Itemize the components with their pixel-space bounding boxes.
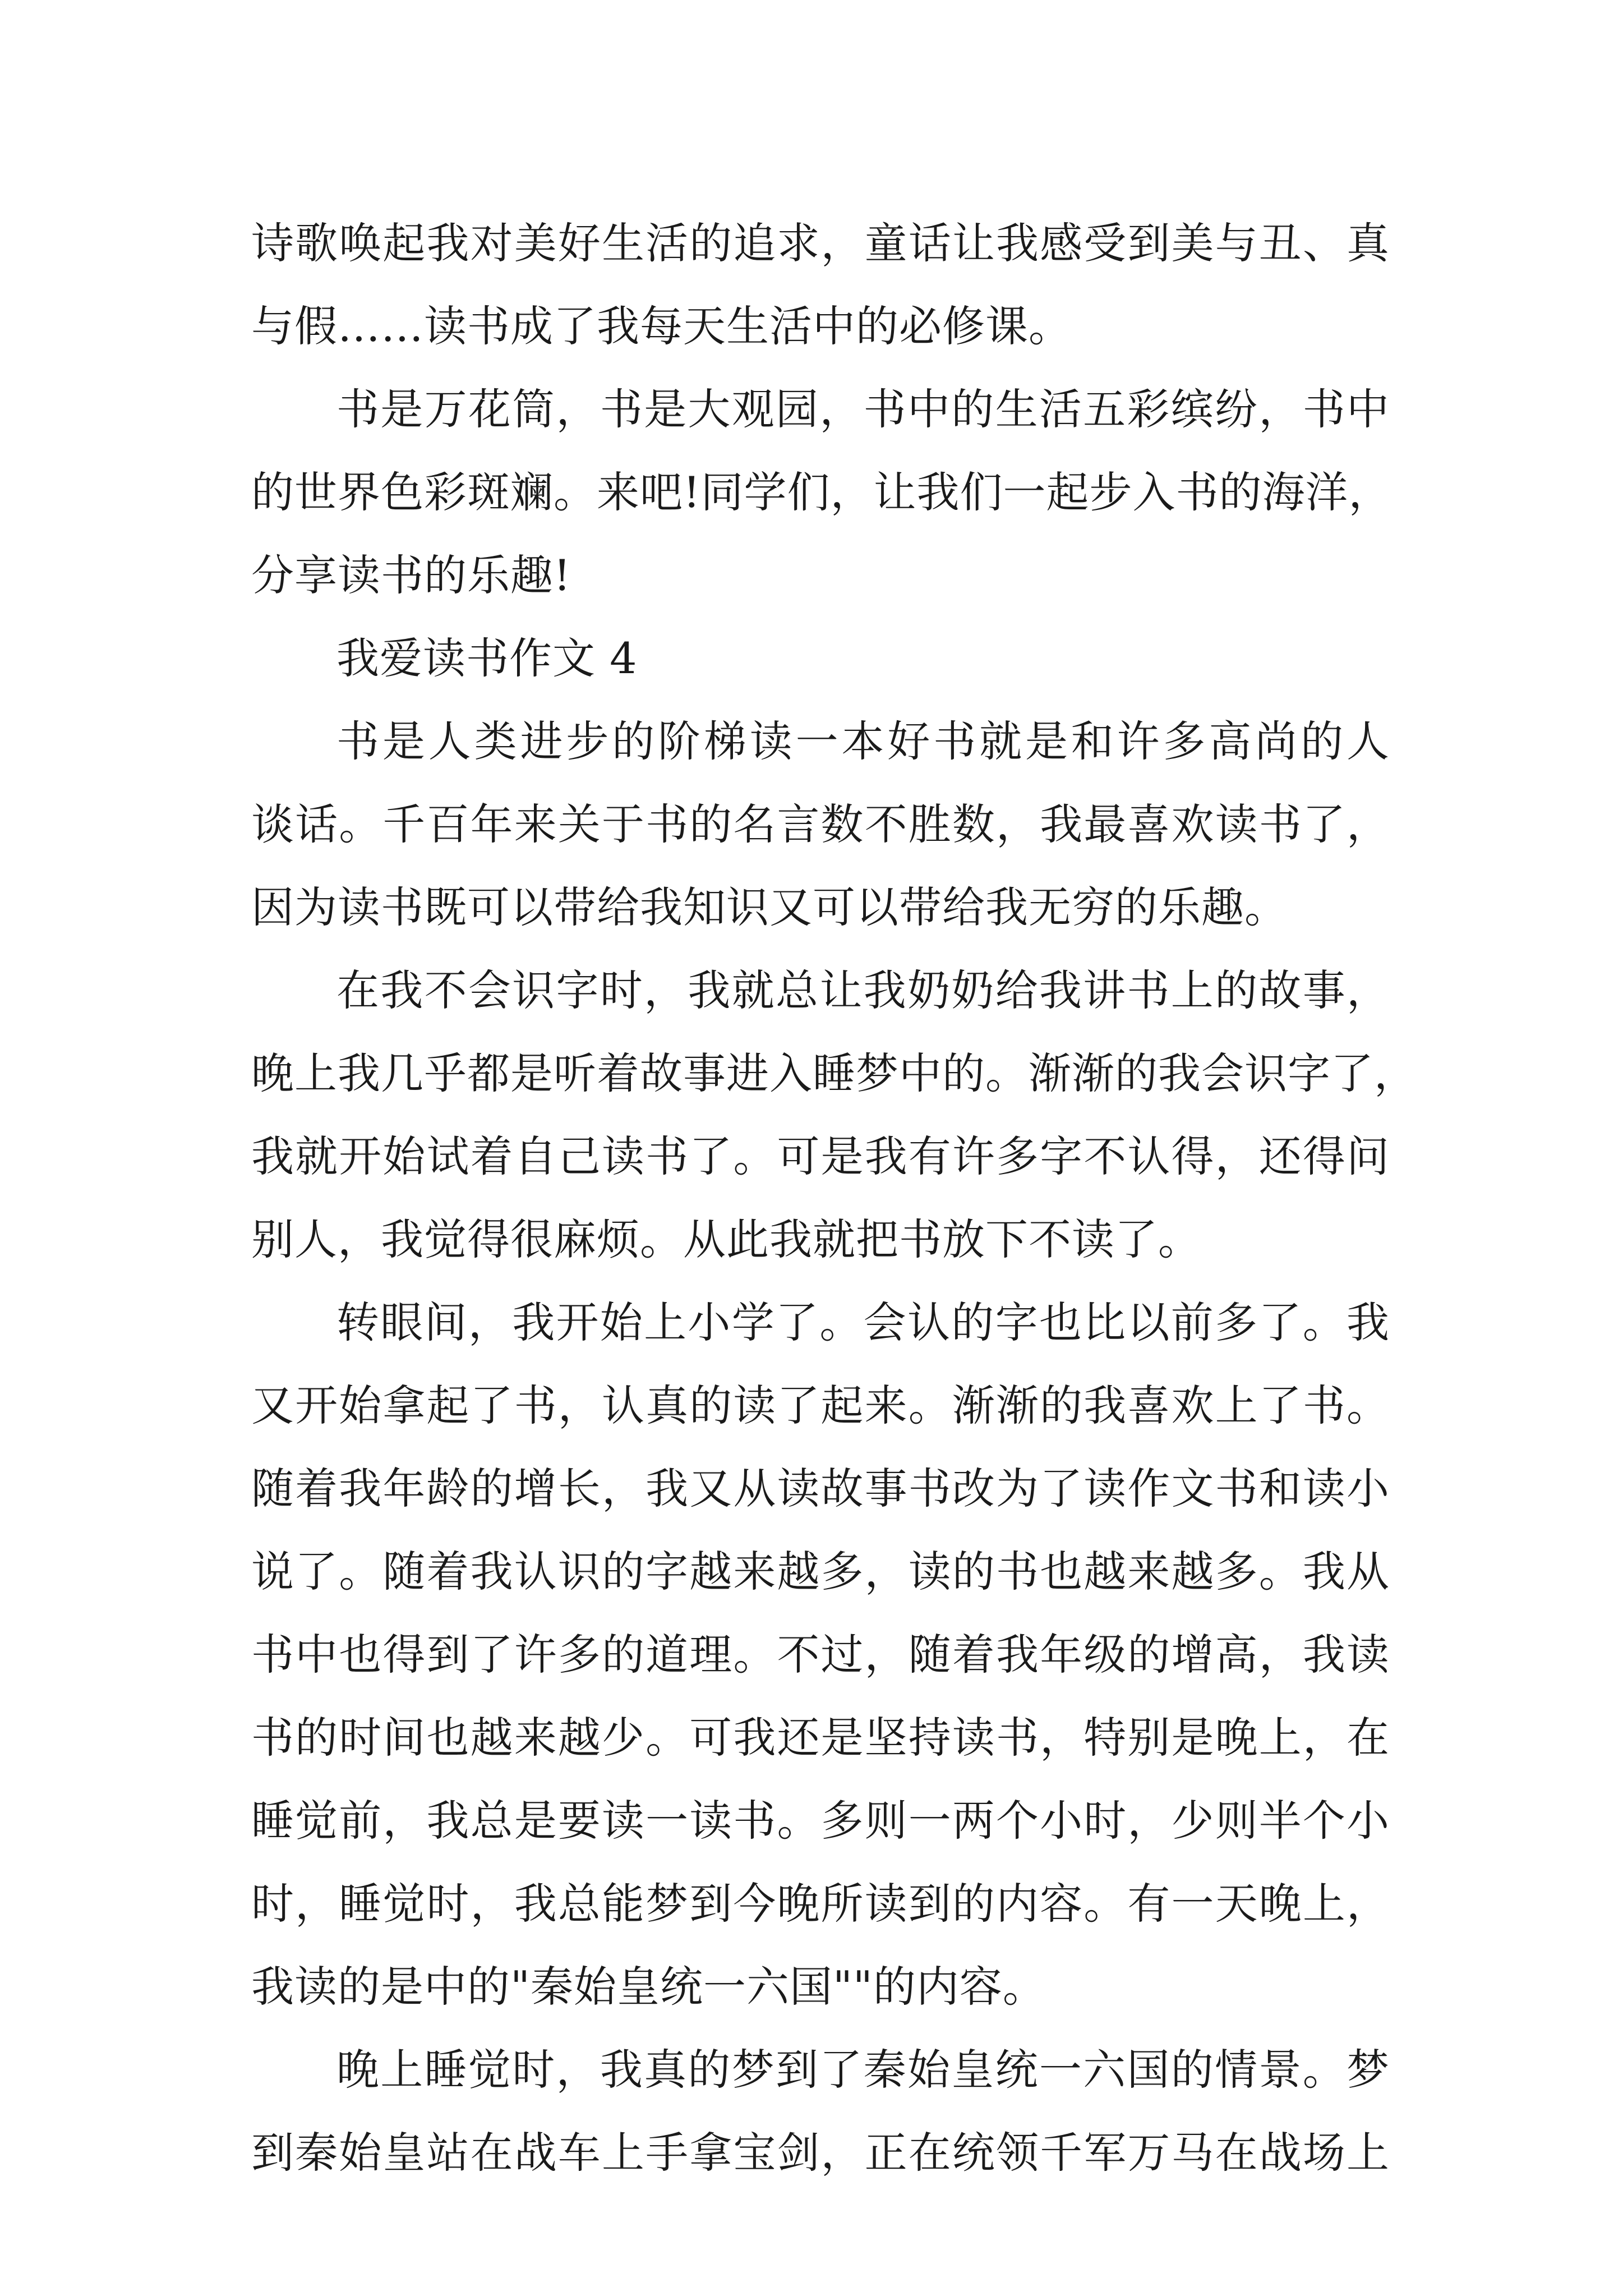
text-line: 分享读书的乐趣! bbox=[251, 550, 571, 600]
text-line: 我就开始试着自己读书了。可是我有许多字不认得，还得问 bbox=[251, 1131, 1390, 1181]
text-line: 随着我年龄的增长，我又从读故事书改为了读作文书和读小 bbox=[251, 1464, 1390, 1513]
paragraph-first-line: 转眼间，我开始上小学了。会认的字也比以前多了。我 bbox=[336, 1297, 1390, 1347]
text-line: 到秦始皇站在战车上手拿宝剑，正在统领千军万马在战场上 bbox=[251, 2128, 1390, 2178]
paragraph-first-line: 晚上睡觉时，我真的梦到了秦始皇统一六国的情景。梦 bbox=[336, 2045, 1390, 2095]
text-line: 说了。随着我认识的字越来越多，读的书也越来越多。我从 bbox=[251, 1547, 1390, 1596]
text-line: 谈话。千百年来关于书的名言数不胜数，我最喜欢读书了， bbox=[251, 799, 1390, 849]
text-line: 因为读书既可以带给我知识又可以带给我无穷的乐趣。 bbox=[251, 882, 1288, 932]
text-line: 又开始拿起了书，认真的读了起来。渐渐的我喜欢上了书。 bbox=[251, 1381, 1390, 1430]
text-line: 书的时间也越来越少。可我还是坚持读书，特别是晚上，在 bbox=[251, 1713, 1390, 1763]
paragraph-first-line: 书是人类进步的阶梯读一本好书就是和许多高尚的人 bbox=[336, 716, 1390, 766]
paragraph-first-line: 书是万花筒，书是大观园，书中的生活五彩缤纷，书中 bbox=[336, 384, 1390, 434]
text-line: 晚上我几乎都是听着故事进入睡梦中的。渐渐的我会识字了， bbox=[251, 1048, 1417, 1098]
text-line: 的世界色彩斑斓。来吧!同学们，让我们一起步入书的海洋， bbox=[251, 467, 1392, 517]
text-line: 书中也得到了许多的道理。不过，随着我年级的增高，我读 bbox=[251, 1630, 1390, 1680]
paragraph-first-line: 在我不会识字时，我就总让我奶奶给我讲书上的故事， bbox=[336, 965, 1390, 1015]
text-line: 睡觉前，我总是要读一读书。多则一两个小时，少则半个小 bbox=[251, 1796, 1390, 1846]
text-line: 诗歌唤起我对美好生活的追求，童话让我感受到美与丑、真 bbox=[251, 218, 1390, 268]
essay-heading: 我爱读书作文 4 bbox=[336, 633, 638, 683]
essay-text bbox=[251, 202, 1417, 2194]
text-line: 我读的是中的"秦始皇统一六国""的内容。 bbox=[251, 1962, 1046, 2012]
text-line: 与假……读书成了我每天生活中的必修课。 bbox=[251, 301, 1072, 351]
text-line: 别人，我觉得很麻烦。从此我就把书放下不读了。 bbox=[251, 1214, 1201, 1264]
text-line: 时，睡觉时，我总能梦到今晚所读到的内容。有一天晚上， bbox=[251, 1879, 1390, 1929]
